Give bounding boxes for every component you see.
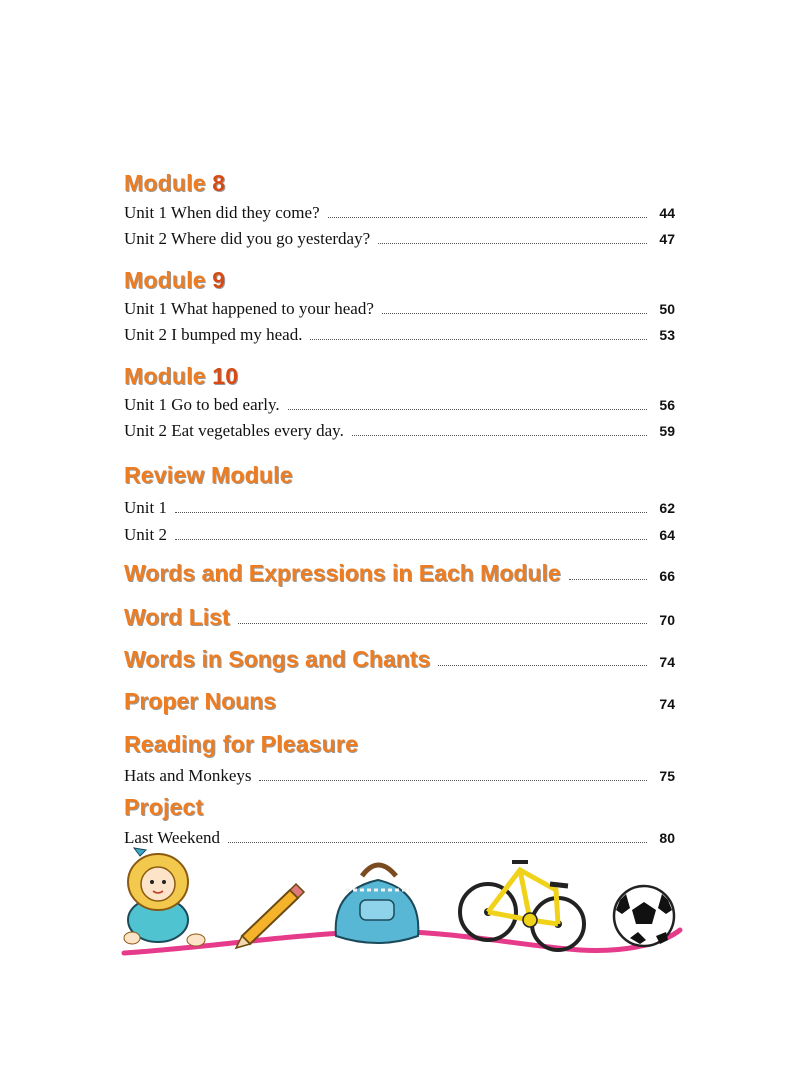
entry-label: Unit 1 Go to bed early.	[124, 395, 280, 414]
toc-entry-m8-u2[interactable]	[124, 225, 675, 249]
toc-entry-words-and-expressions[interactable]	[124, 557, 675, 587]
page-number: 74	[659, 696, 675, 712]
page-number: 80	[659, 830, 675, 846]
dot-leader	[569, 578, 647, 580]
module-9-heading	[124, 267, 225, 293]
toc-entry-review-u2[interactable]	[124, 521, 675, 545]
module-10-heading	[124, 363, 238, 389]
entry-label: Word List	[124, 604, 230, 630]
page-number: 70	[659, 612, 675, 628]
entry-label: Unit 2 I bumped my head.	[124, 325, 303, 344]
entry-label: Last Weekend	[124, 828, 221, 847]
toc-entry-word-list[interactable]	[124, 601, 675, 631]
entry-label: Words and Expressions in Each Module	[124, 560, 561, 586]
module-title: Module	[124, 267, 206, 293]
bicycle-icon	[460, 862, 584, 950]
illustration-strip	[110, 840, 685, 970]
dot-leader	[328, 216, 647, 218]
dot-leader	[310, 338, 647, 340]
toc-entry-words-in-songs[interactable]	[124, 643, 675, 673]
entry-label: Unit 1 When did they come?	[124, 203, 320, 222]
doll-icon	[124, 848, 205, 946]
toc-entry-proper-nouns[interactable]	[124, 685, 675, 715]
dot-leader	[382, 312, 647, 314]
entry-label: Unit 2 Where did you go yesterday?	[124, 229, 371, 248]
bag-icon	[336, 865, 419, 943]
toc-entry-m9-u1[interactable]	[124, 295, 675, 319]
football-icon	[614, 886, 674, 946]
module-number: 9	[212, 267, 226, 293]
page-number: 64	[659, 527, 675, 543]
toc-entry-m8-u1[interactable]	[124, 199, 675, 223]
dot-leader	[438, 664, 647, 666]
module-title: Module	[124, 363, 206, 389]
dot-leader	[175, 511, 647, 513]
entry-label: Unit 2	[124, 525, 167, 544]
module-8-heading	[124, 170, 225, 196]
entry-label: Unit 1 What happened to your head?	[124, 299, 374, 318]
module-number: 8	[212, 170, 226, 196]
dot-leader	[352, 434, 647, 436]
toc-entry-m10-u1[interactable]	[124, 391, 675, 415]
module-number: 10	[212, 363, 239, 389]
page-number: 53	[659, 327, 675, 343]
page-number: 62	[659, 500, 675, 516]
page-number: 44	[659, 205, 675, 221]
entry-label: Unit 2 Eat vegetables every day.	[124, 421, 344, 440]
page-number: 56	[659, 397, 675, 413]
dot-leader	[238, 622, 647, 624]
dot-leader	[378, 242, 647, 244]
entry-label: Words in Songs and Chants	[124, 646, 431, 672]
review-module-heading: Review Module	[124, 462, 293, 488]
dot-leader	[175, 538, 647, 540]
page-number: 59	[659, 423, 675, 439]
page-number: 50	[659, 301, 675, 317]
reading-heading: Reading for Pleasure	[124, 731, 359, 757]
page-number: 47	[659, 231, 675, 247]
dot-leader	[288, 408, 647, 410]
toc-entry-m10-u2[interactable]	[124, 417, 675, 441]
project-heading: Project	[124, 794, 204, 820]
toc-entry-m9-u2[interactable]	[124, 321, 675, 345]
entry-label: Hats and Monkeys	[124, 766, 252, 785]
toc-entry-hats-and-monkeys[interactable]	[124, 762, 675, 786]
toc-entry-review-u1[interactable]	[124, 494, 675, 518]
page-number: 74	[659, 654, 675, 670]
entry-label: Unit 1	[124, 498, 167, 517]
page-number: 75	[659, 768, 675, 784]
page-number: 66	[659, 568, 675, 584]
module-title: Module	[124, 170, 206, 196]
dot-leader	[259, 779, 647, 781]
entry-label: Proper Nouns	[124, 688, 277, 714]
